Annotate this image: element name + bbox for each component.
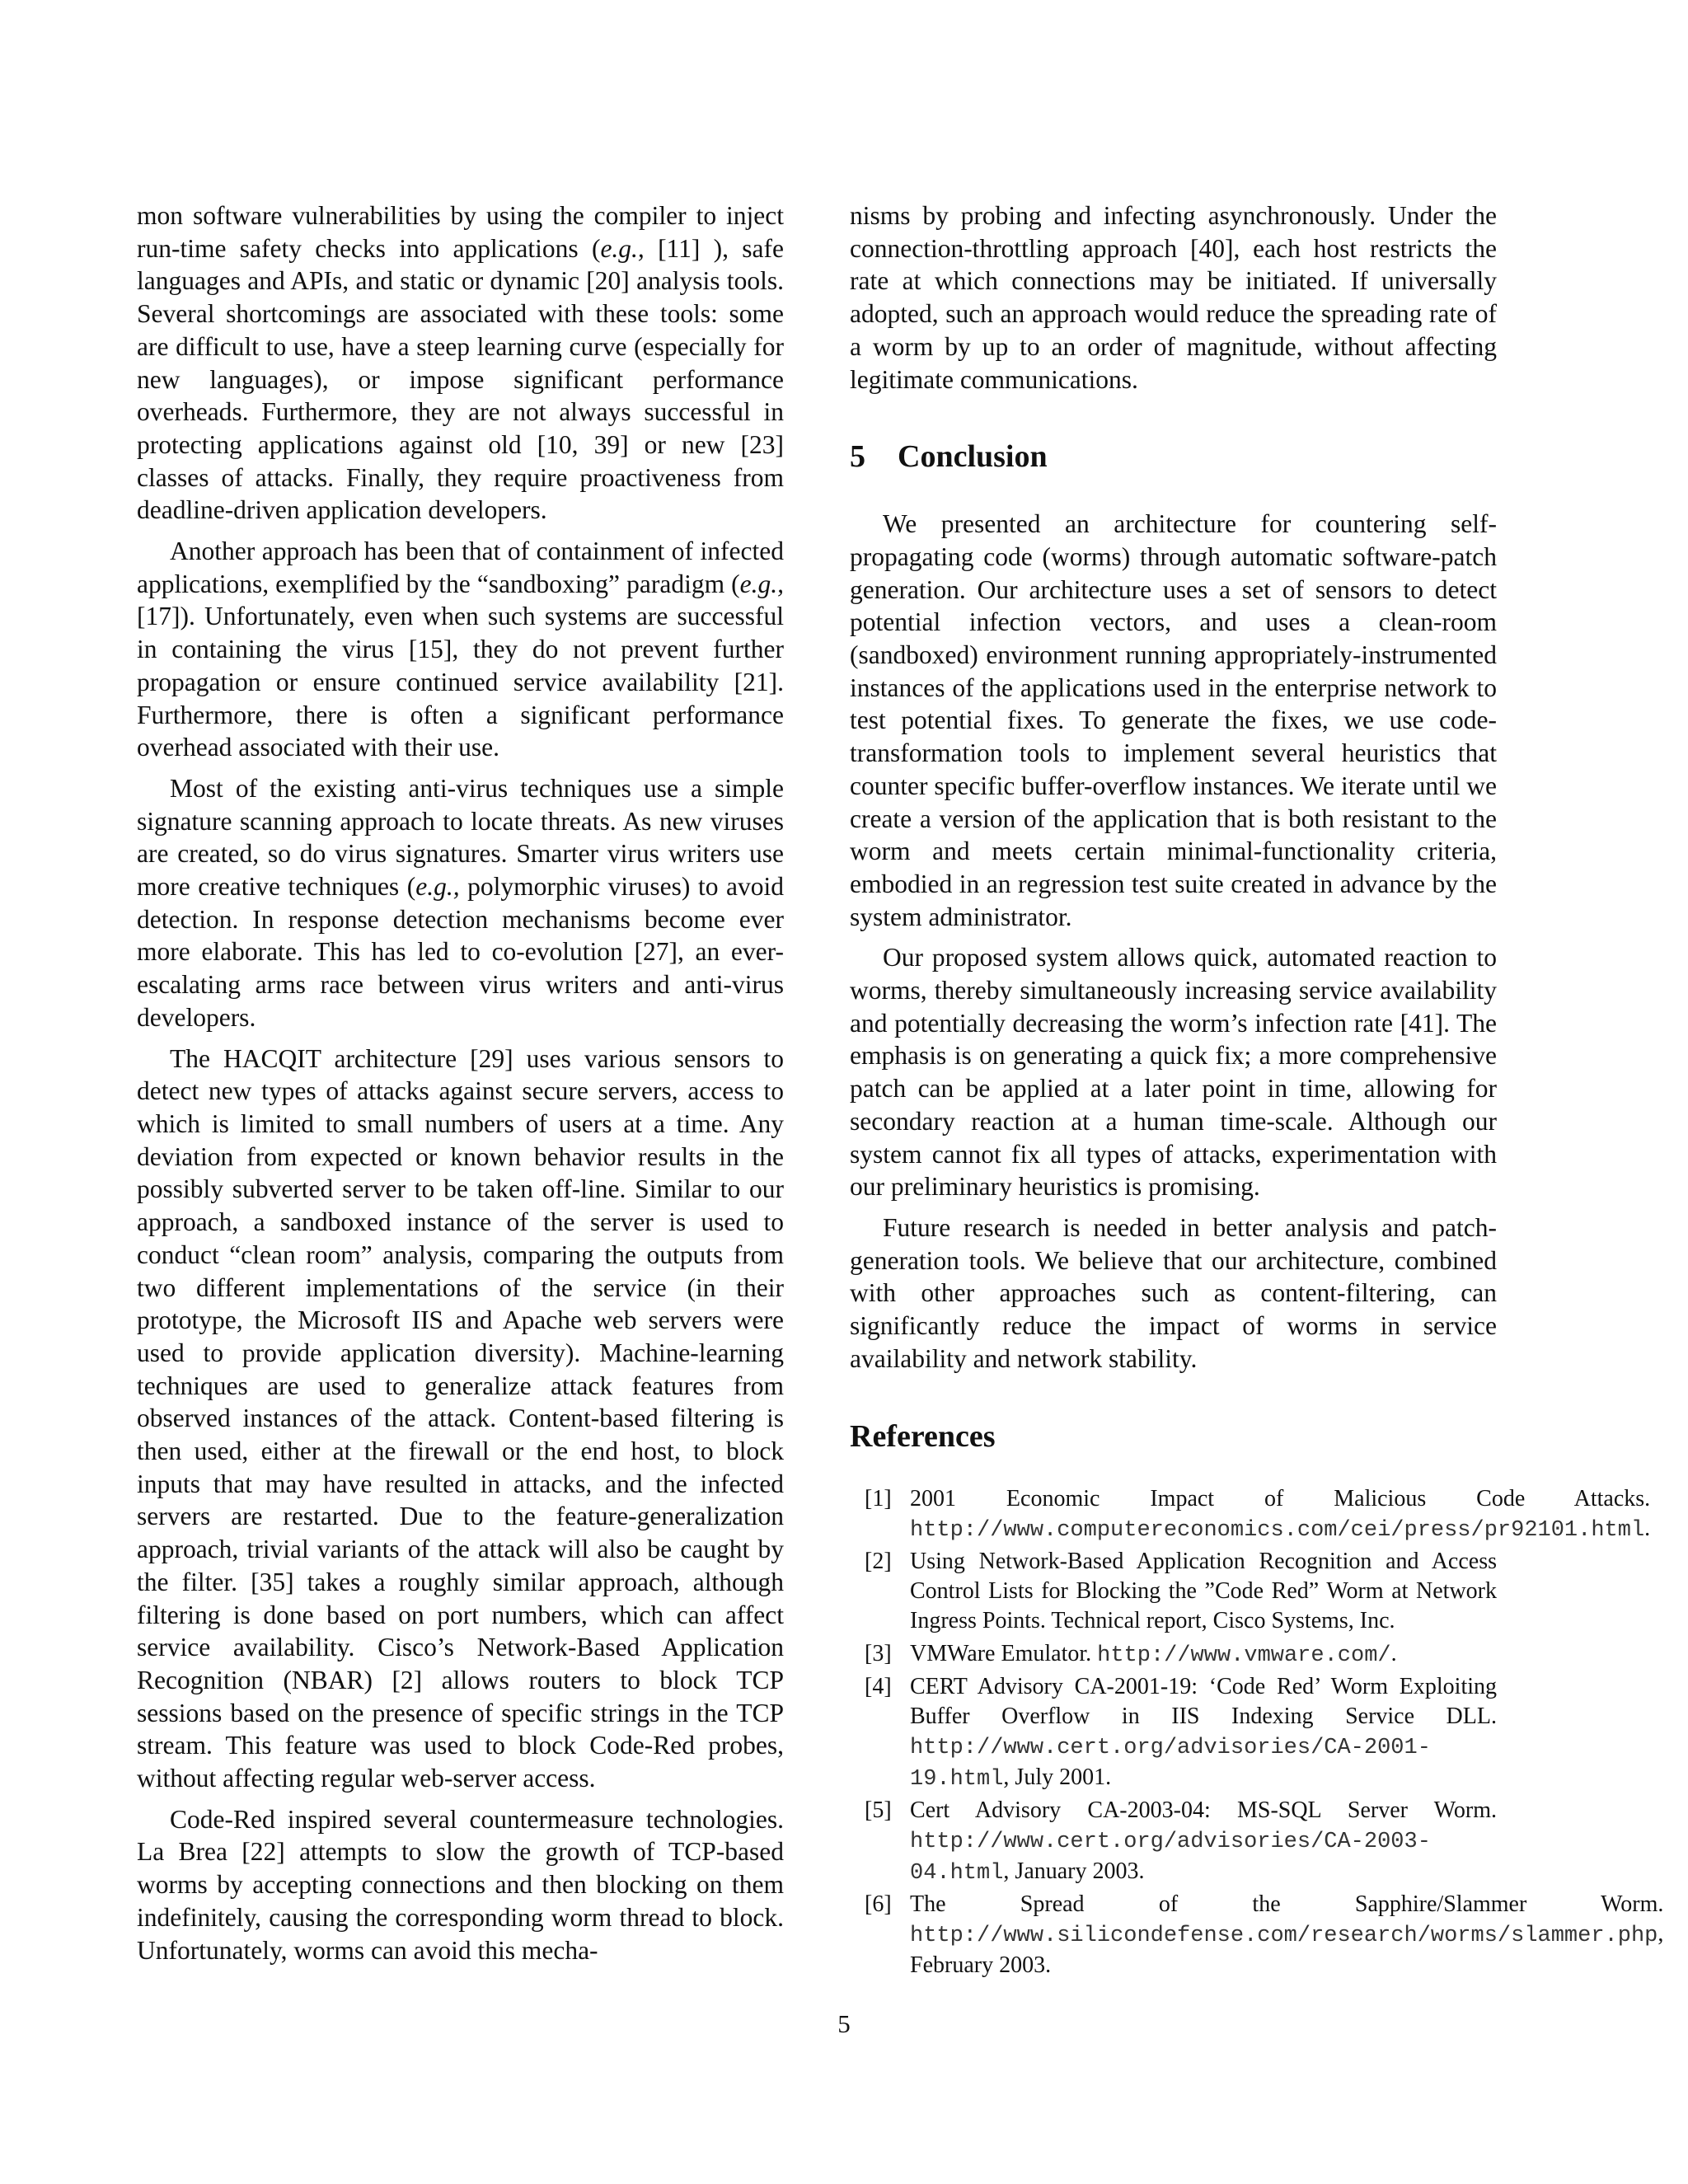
body-paragraph: Code-Red inspired several countermeasure technologies. La Brea [22] attempts to slow the growth of TCP-based worms by accepting connections and then blocking on them indefinitely, causing the corresponding worm thread to block. Unfortunately, worms can avoid this mecha-	[137, 1804, 784, 1965]
reference-list	[850, 1484, 1664, 1980]
conclusion-paragraph: Future research is needed in better analysis and patch-generation tools. We believe that our architecture, combined with other approaches such as content-filtering, can significantly reduce the impact of worms in service availability and network stability.	[850, 1212, 1497, 1373]
reference-number: [6]	[865, 1891, 892, 1917]
reference-suffix: .	[1390, 1640, 1397, 1666]
reference-citation: The Spread of the Sapphire/Slammer Worm.	[910, 1891, 1664, 1917]
reference-citation: VMWare Emulator.	[910, 1640, 1098, 1666]
reference-number: [5]	[865, 1797, 892, 1823]
italic-abbrev: e.g.,	[739, 569, 784, 598]
reference-number: [1]	[865, 1485, 892, 1511]
reference-item	[850, 1639, 1497, 1671]
reference-item	[850, 1796, 1497, 1888]
reference-citation: 2001 Economic Impact of Malicious Code Attacks.	[910, 1485, 1651, 1511]
reference-item	[850, 1484, 1651, 1545]
reference-suffix: .	[1644, 1515, 1651, 1541]
body-paragraph: Most of the existing anti-virus techniques use a simple signature scanning approach to locate threats. As new viruses are created, so do virus signatures. Smarter virus writers use more creative techniques (e.g., polymorphic viruses) to avoid detection. In response detection mechanisms become ever more elaborate. This has led to co-evolution [27], an ever-escalating arms race between virus writers and anti-virus developers.	[137, 773, 784, 1032]
reference-item	[850, 1672, 1497, 1794]
reference-text	[910, 1639, 1497, 1671]
reference-text	[910, 1672, 1497, 1794]
reference-number: [3]	[865, 1640, 892, 1666]
reference-url[interactable]: http://www.vmware.com/	[1097, 1643, 1391, 1668]
body-paragraph: The HACQIT architecture [29] uses various sensors to detect new types of attacks against secure servers, access to which is limited to small numbers of users at a time. Any deviation from expected or known behavior results in the possibly subverted server to be taken off-line. Similar to our approach, a sandboxed instance of the server is used to conduct “clean room” analysis, comparing the outputs from two different implementations of the service (in their prototype, the Microsoft IIS and Apache web servers were used to provide application diversity). Machine-learning techniques are used to generalize attack features from observed instances of the attack. Content-based filtering is then used, either at the firewall or the end host, to block inputs that may have resulted in attacks, and the infected servers are restarted. Due to the feature-generalization approach, trivial variants of the attack will also be caught by the filter. [35] takes a roughly similar approach, although filtering is done based on port numbers, which can affect service availability. Cisco’s Network-Based Application Recognition (NBAR) [2] allows routers to block TCP sessions based on the presence of specific strings in the TCP stream. This feature was used to block Code-Red probes, without affecting regular web-server access.	[137, 1043, 784, 1793]
section-title: Conclusion	[898, 439, 1048, 475]
reference-number: [2]	[865, 1548, 892, 1574]
conclusion-paragraph: We presented an architecture for countering self-propagating code (worms) through automatic software-patch generation. Our architecture uses a set of sensors to detect potential infection vectors, and uses a clean-room (sandboxed) environment running appropriately-instrumented instances of the applications used in the enterprise network to test potential fixes. To generate the fixes, we use code-transformation tools to implement several heuristics that counter specific buffer-overflow instances. We iterate until we create a version of the application that is both resistant to the worm and meets certain minimal-functionality criteria, embodied in an regression test suite created in advance by the system administrator.	[850, 509, 1497, 931]
italic-abbrev: e.g.,	[600, 233, 645, 263]
reference-citation: Cert Advisory CA-2003-04: MS-SQL Server Worm.	[910, 1797, 1497, 1823]
reference-item	[850, 1547, 1497, 1638]
section-heading-conclusion	[850, 438, 1497, 475]
reference-url[interactable]: http://www.cert.org/advisories/CA-2001-19.html	[910, 1735, 1431, 1792]
reference-url[interactable]: http://www.computereconomics.com/cei/press/pr92101.html	[910, 1517, 1645, 1543]
reference-text	[910, 1796, 1497, 1888]
body-paragraph: mon software vulnerabilities by using the compiler to inject run-time safety checks into applications (e.g., [11] ), safe languages and APIs, and static or dynamic [20] analysis tools. Several shortcomings are associated with these tools: some are difficult to use, have a steep learning curve (especially for new languages), or impose significant performance overheads. Furthermore, they are not always successful in protecting applications against old [10, 39] or new [23] classes of attacks. Finally, they require proactiveness from deadline-driven application developers.	[137, 201, 784, 525]
page-number: 5	[837, 2009, 851, 2038]
reference-url[interactable]: http://www.cert.org/advisories/CA-2003-04.html	[910, 1829, 1431, 1886]
reference-text	[910, 1484, 1650, 1545]
conclusion-paragraph: Our proposed system allows quick, automated reaction to worms, thereby simultaneously increasing service availability and potentially decreasing the worm’s infection rate [41]. The emphasis is on generating a quick fix; a more comprehensive patch can be applied at a later point in time, allowing for secondary reaction at a human time-scale. Although our system cannot fix all types of attacks, experimentation with our preliminary heuristics is promising.	[850, 943, 1497, 1202]
right-column	[850, 199, 1664, 1982]
reference-suffix: , January 2003.	[1003, 1858, 1145, 1884]
italic-abbrev: e.g.,	[415, 872, 460, 902]
reference-text	[910, 1890, 1663, 1980]
reference-item	[850, 1890, 1664, 1980]
reference-suffix: , July 2001.	[1003, 1764, 1112, 1790]
reference-citation: CERT Advisory CA-2001-19: ‘Code Red’ Worm Exploiting Buffer Overflow in IIS Indexing Service DLL.	[910, 1673, 1497, 1729]
body-paragraph: Another approach has been that of containment of infected applications, exemplified by the “sandboxing” paradigm (e.g., [17]). Unfortunately, even when such systems are successful in containing the virus [15], they do not prevent further propagation or ensure continued service availability [21]. Furthermore, there is often a significant performance overhead associated with their use.	[137, 537, 784, 762]
references-heading: References	[850, 1418, 996, 1454]
left-column	[137, 199, 784, 1975]
reference-url[interactable]: http://www.silicondefense.com/research/worms/slammer.php	[910, 1923, 1658, 1948]
body-paragraph-continuation: nisms by probing and infecting asynchronously. Under the connection-throttling approach [40], each host restricts the rate at which connections may be initiated. If universally adopted, such an approach would reduce the spreading rate of a worm by up to an order of magnitude, without affecting legitimate communications.	[850, 201, 1497, 394]
reference-number: [4]	[865, 1673, 892, 1699]
reference-text	[910, 1547, 1497, 1638]
reference-citation: Using Network-Based Application Recognition and Access Control Lists for Blocking the ”Code Red” Worm at Network Ingress Points. Technical report, Cisco Systems, Inc.	[910, 1548, 1497, 1633]
section-number: 5	[850, 439, 865, 475]
reference-suffix: , February 2003.	[910, 1920, 1664, 1978]
